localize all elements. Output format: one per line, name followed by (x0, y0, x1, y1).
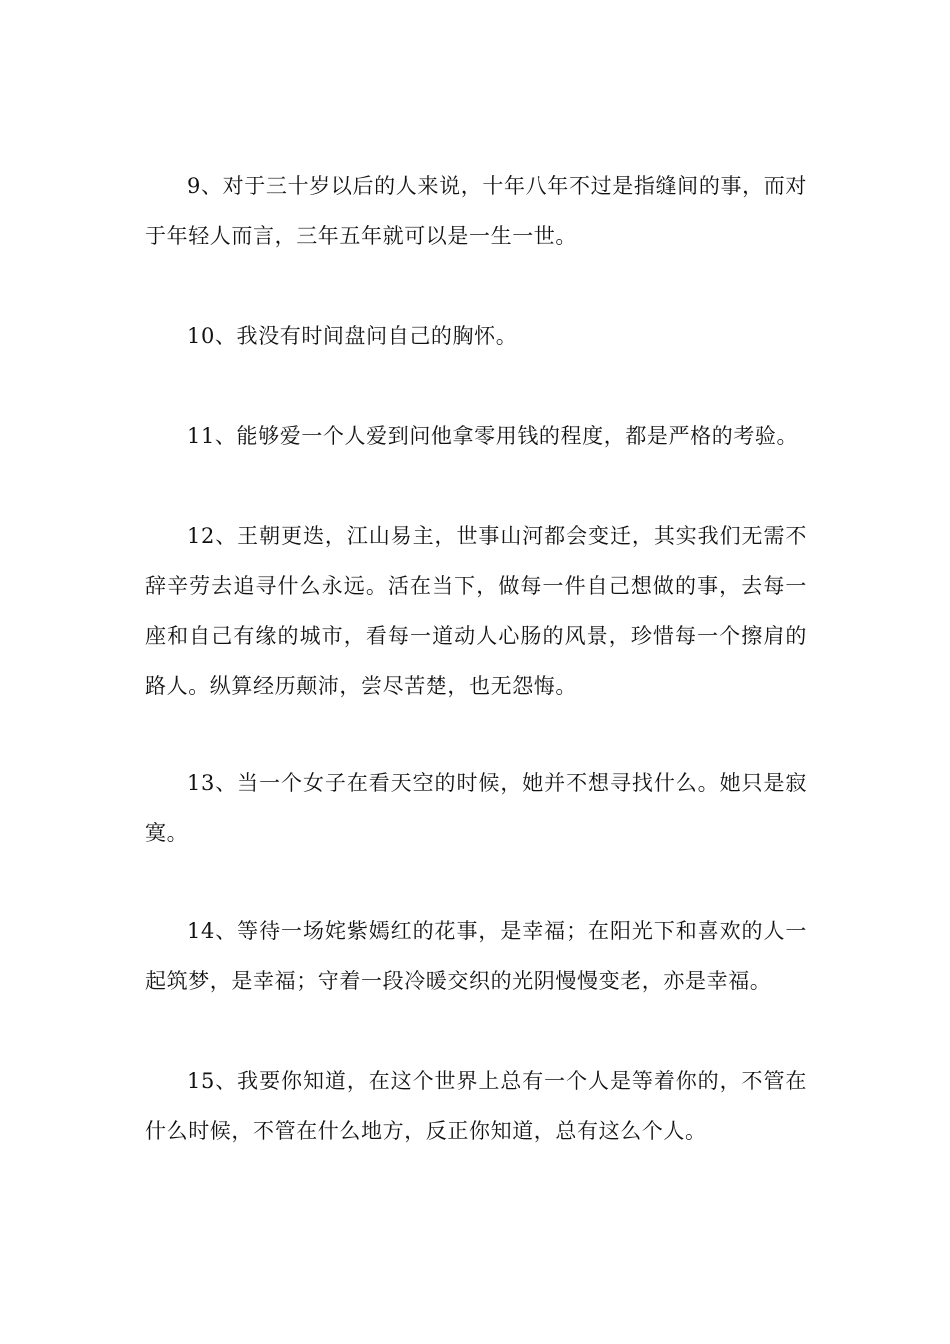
paragraph-12: 12、王朝更迭，江山易主，世事山河都会变迁，其实我们无需不辞辛劳去追寻什么永远。活在当下，做每一件自己想做的事，去每一座和自己有缘的城市，看每一道动人心肠的风景，珍惜每一个擦肩的路人。纵算经历颠沛，尝尽苦楚，也无怨悔。 (145, 524, 807, 698)
paragraph-9: 9、对于三十岁以后的人来说，十年八年不过是指缝间的事，而对于年轻人而言，三年五年就可以是一生一世。 (145, 174, 807, 248)
paragraph-13: 13、当一个女子在看天空的时候，她并不想寻找什么。她只是寂寞。 (145, 771, 807, 845)
paragraph-14: 14、等待一场姹紫嫣红的花事，是幸福；在阳光下和喜欢的人一起筑梦，是幸福；守着一段冷暖交织的光阴慢慢变老，亦是幸福。 (145, 919, 807, 993)
paragraph-10: 10、我没有时间盘问自己的胸怀。 (187, 324, 518, 348)
paragraph-15: 15、我要你知道，在这个世界上总有一个人是等着你的，不管在什么时候，不管在什么地方，反正你知道，总有这么个人。 (145, 1069, 807, 1143)
document-page (145, 0, 807, 1344)
paragraph-11: 11、能够爱一个人爱到问他拿零用钱的程度，都是严格的考验。 (187, 424, 799, 448)
